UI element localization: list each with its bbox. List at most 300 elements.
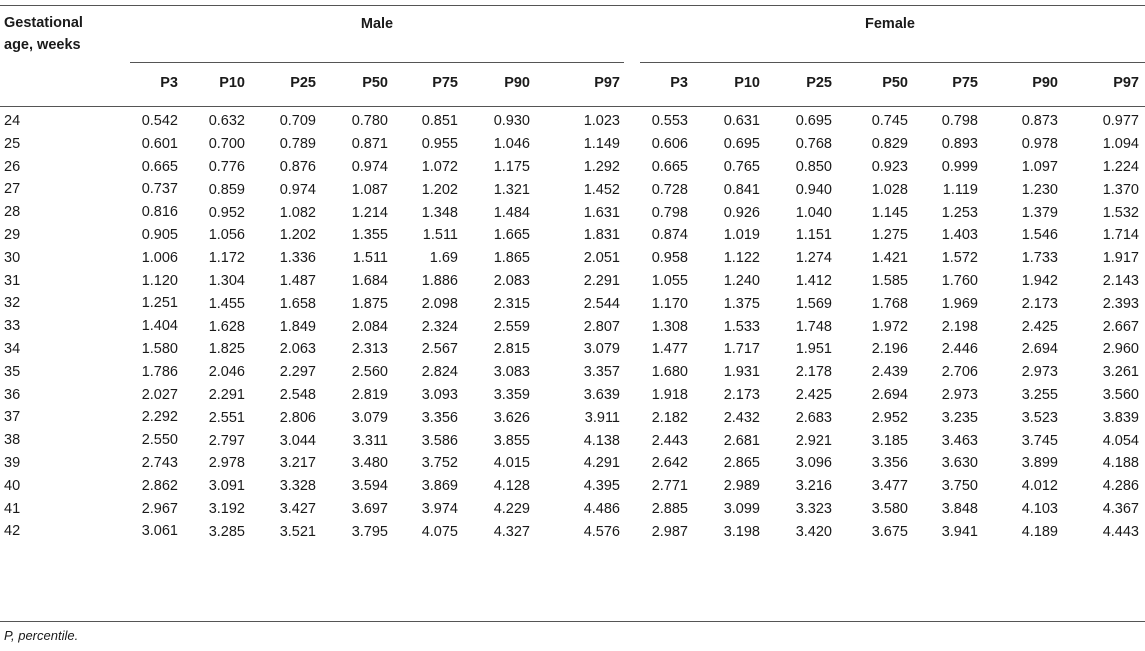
male-value: 1.875 (351, 295, 388, 312)
row-spacer (1139, 475, 1145, 498)
male-value: 0.601 (141, 135, 178, 152)
male-value: 1.082 (279, 204, 316, 221)
female-value: 3.580 (871, 500, 908, 517)
female-percentile-header: P10 (734, 75, 760, 91)
male-value: 0.780 (351, 113, 388, 130)
female-value: 1.917 (1102, 250, 1139, 267)
female-value: 0.873 (1021, 113, 1058, 130)
row-spacer (1139, 384, 1145, 407)
age-value: 37 (4, 409, 21, 426)
male-value: 2.324 (421, 318, 458, 335)
female-value: 3.899 (1021, 455, 1058, 472)
table-row (0, 178, 1145, 201)
female-value: 1.274 (795, 250, 832, 267)
male-group-header: Male (360, 16, 394, 32)
female-value: 1.931 (723, 364, 760, 381)
female-value: 1.585 (871, 272, 908, 289)
table-row (0, 270, 1145, 293)
female-percentile-header: P90 (1032, 75, 1058, 91)
male-value: 2.807 (583, 318, 620, 335)
female-value: 1.170 (651, 295, 688, 312)
table-row (0, 110, 1145, 133)
female-value: 2.173 (723, 386, 760, 403)
age-header-line1: Gestational (4, 15, 83, 31)
female-value: 1.151 (795, 227, 832, 244)
age-value: 29 (4, 226, 21, 243)
male-value: 3.357 (583, 364, 620, 381)
female-value: 2.143 (1102, 272, 1139, 289)
female-value: 1.370 (1102, 181, 1139, 198)
female-value: 3.745 (1021, 432, 1058, 449)
male-value: 3.091 (208, 478, 245, 495)
age-value: 27 (4, 181, 21, 198)
female-value: 2.694 (871, 386, 908, 403)
female-value: 2.432 (723, 409, 760, 426)
male-value: 1.404 (141, 318, 178, 335)
female-percentile-header: P75 (952, 75, 978, 91)
female-value: 1.097 (1021, 158, 1058, 175)
female-value: 3.560 (1102, 386, 1139, 403)
female-value: 2.393 (1102, 295, 1139, 312)
male-value: 0.905 (141, 226, 178, 243)
table-row (0, 384, 1145, 407)
age-cell (0, 156, 178, 179)
female-value: 2.446 (941, 341, 978, 358)
male-value: 1.69 (429, 250, 458, 267)
table-row (0, 292, 1145, 315)
table-row (0, 361, 1145, 384)
male-percentile-header: P97 (594, 75, 620, 91)
male-value: 0.876 (279, 158, 316, 175)
male-percentile-header: P10 (219, 75, 245, 91)
female-value: 3.096 (795, 455, 832, 472)
row-spacer (1139, 520, 1145, 543)
male-value: 3.869 (421, 478, 458, 495)
female-value: 1.680 (651, 364, 688, 381)
table-row (0, 133, 1145, 156)
age-cell (0, 270, 178, 293)
table-row (0, 224, 1145, 247)
female-value: 4.189 (1021, 523, 1058, 540)
male-value: 2.559 (493, 318, 530, 335)
female-value: 2.178 (795, 364, 832, 381)
male-value: 1.355 (351, 227, 388, 244)
male-value: 2.315 (493, 295, 530, 312)
row-spacer (1139, 224, 1145, 247)
male-value: 4.138 (583, 432, 620, 449)
female-value: 0.745 (871, 113, 908, 130)
female-value: 0.999 (941, 158, 978, 175)
male-value: 1.684 (351, 272, 388, 289)
female-value: 1.714 (1102, 227, 1139, 244)
male-value: 2.743 (141, 454, 178, 471)
female-value: 3.420 (795, 523, 832, 540)
female-value: 3.941 (941, 523, 978, 540)
female-value: 3.255 (1021, 386, 1058, 403)
age-cell (0, 247, 178, 270)
row-spacer (1139, 338, 1145, 361)
female-value: 2.973 (1021, 364, 1058, 381)
male-value: 2.292 (141, 409, 178, 426)
female-value: 3.750 (941, 478, 978, 495)
male-value: 3.044 (279, 432, 316, 449)
female-value: 1.760 (941, 272, 978, 289)
male-value: 3.594 (351, 478, 388, 495)
age-cell (0, 361, 178, 384)
bottom-rule (0, 621, 1145, 622)
male-value: 3.911 (584, 409, 620, 426)
row-spacer (1139, 156, 1145, 179)
female-value: 2.706 (941, 364, 978, 381)
male-value: 3.061 (141, 523, 178, 540)
table-row (0, 520, 1145, 543)
male-value: 0.737 (141, 181, 178, 198)
male-value: 4.229 (493, 500, 530, 517)
age-cell (0, 201, 178, 224)
female-value: 1.375 (723, 295, 760, 312)
male-value: 3.311 (352, 432, 388, 449)
age-cell (0, 498, 178, 521)
female-value: 1.546 (1021, 227, 1058, 244)
male-percentile-header: P25 (290, 75, 316, 91)
female-value: 2.952 (871, 409, 908, 426)
female-value: 1.224 (1102, 158, 1139, 175)
female-value: 2.425 (795, 386, 832, 403)
female-value: 2.196 (871, 341, 908, 358)
male-value: 4.015 (493, 455, 530, 472)
male-value: 1.087 (351, 181, 388, 198)
male-value: 2.548 (279, 386, 316, 403)
male-value: 2.551 (208, 409, 245, 426)
table-row (0, 498, 1145, 521)
age-cell (0, 429, 178, 452)
male-value: 0.952 (208, 204, 245, 221)
female-value: 3.630 (941, 455, 978, 472)
age-value: 26 (4, 158, 21, 175)
table-row (0, 247, 1145, 270)
female-value: 0.728 (651, 181, 688, 198)
row-spacer (1139, 201, 1145, 224)
female-value: 2.921 (795, 432, 832, 449)
male-value: 0.930 (493, 113, 530, 130)
male-value: 3.083 (493, 364, 530, 381)
male-value: 1.214 (351, 204, 388, 221)
row-spacer (1139, 498, 1145, 521)
female-value: 2.683 (795, 409, 832, 426)
female-value: 1.379 (1021, 204, 1058, 221)
female-value: 3.463 (941, 432, 978, 449)
female-value: 1.942 (1021, 272, 1058, 289)
male-value: 1.336 (279, 250, 316, 267)
age-cell (0, 292, 178, 315)
male-value: 2.084 (351, 318, 388, 335)
male-value: 3.217 (279, 455, 316, 472)
table-row (0, 452, 1145, 475)
male-percentile-header: P3 (160, 75, 178, 91)
female-value: 1.019 (723, 227, 760, 244)
male-value: 1.452 (583, 181, 620, 198)
age-value: 41 (4, 500, 21, 517)
male-value: 3.626 (493, 409, 530, 426)
male-percentile-header: P90 (504, 75, 530, 91)
male-value: 3.192 (208, 500, 245, 517)
male-value: 2.797 (208, 432, 245, 449)
male-value: 1.455 (208, 295, 245, 312)
male-value: 3.480 (351, 455, 388, 472)
female-percentile-header: P25 (806, 75, 832, 91)
row-spacer (1139, 406, 1145, 429)
age-cell (0, 406, 178, 429)
female-value: 2.865 (723, 455, 760, 472)
female-value: 3.477 (871, 478, 908, 495)
male-value: 0.776 (208, 158, 245, 175)
female-value: 0.553 (651, 113, 688, 130)
male-value: 4.291 (583, 455, 620, 472)
table-row (0, 315, 1145, 338)
male-value: 4.327 (493, 523, 530, 540)
male-value: 2.544 (583, 295, 620, 312)
female-value: 2.681 (723, 432, 760, 449)
female-percentile-header: P50 (882, 75, 908, 91)
age-cell (0, 110, 178, 133)
male-value: 3.697 (351, 500, 388, 517)
female-value: 1.533 (723, 318, 760, 335)
male-value: 2.806 (279, 409, 316, 426)
row-spacer (1139, 178, 1145, 201)
female-value: 0.829 (871, 136, 908, 153)
female-value: 4.103 (1021, 500, 1058, 517)
female-value: 1.421 (871, 250, 908, 267)
male-value: 1.511 (422, 227, 458, 244)
female-value: 0.978 (1021, 136, 1058, 153)
male-value: 3.356 (421, 409, 458, 426)
male-value: 1.865 (493, 250, 530, 267)
age-cell (0, 475, 178, 498)
female-value: 0.893 (941, 136, 978, 153)
age-value: 35 (4, 363, 21, 380)
row-spacer (1139, 452, 1145, 475)
age-value: 39 (4, 454, 21, 471)
female-value: 1.951 (795, 341, 832, 358)
male-group-rule (130, 62, 624, 63)
row-spacer (1139, 292, 1145, 315)
male-value: 4.576 (583, 523, 620, 540)
male-value: 1.023 (583, 113, 620, 130)
male-value: 1.628 (208, 318, 245, 335)
male-value: 2.098 (421, 295, 458, 312)
male-value: 2.819 (351, 386, 388, 403)
male-value: 1.886 (421, 272, 458, 289)
age-value: 36 (4, 386, 21, 403)
female-value: 1.572 (941, 250, 978, 267)
age-cell (0, 520, 178, 543)
male-value: 1.825 (208, 341, 245, 358)
female-value: 2.989 (723, 478, 760, 495)
male-value: 0.859 (208, 181, 245, 198)
age-cell (0, 315, 178, 338)
male-value: 1.251 (141, 295, 178, 312)
female-percentile-header: P3 (670, 75, 688, 91)
age-value: 34 (4, 340, 21, 357)
male-value: 3.752 (421, 455, 458, 472)
female-value: 3.185 (871, 432, 908, 449)
male-value: 0.632 (208, 113, 245, 130)
male-value: 0.871 (351, 136, 388, 153)
male-value: 3.079 (583, 341, 620, 358)
male-value: 4.486 (583, 500, 620, 517)
female-value: 1.768 (871, 295, 908, 312)
female-value: 1.412 (795, 272, 832, 289)
female-value: 0.923 (871, 158, 908, 175)
male-value: 3.285 (208, 523, 245, 540)
male-value: 1.831 (583, 227, 620, 244)
top-rule (0, 5, 1145, 6)
male-value: 2.291 (208, 386, 245, 403)
female-value: 0.940 (795, 181, 832, 198)
male-value: 2.550 (141, 432, 178, 449)
male-value: 2.815 (493, 341, 530, 358)
age-value: 28 (4, 204, 21, 221)
female-value: 2.987 (651, 523, 688, 540)
male-value: 4.395 (583, 478, 620, 495)
female-value: 2.960 (1102, 341, 1139, 358)
row-spacer (1139, 429, 1145, 452)
male-value: 2.824 (421, 364, 458, 381)
female-value: 1.275 (871, 227, 908, 244)
age-value: 33 (4, 318, 21, 335)
female-value: 4.054 (1102, 432, 1139, 449)
male-value: 3.427 (279, 500, 316, 517)
age-value: 24 (4, 113, 21, 129)
female-value: 1.040 (795, 204, 832, 221)
female-value: 0.631 (723, 113, 760, 130)
female-value: 2.973 (941, 386, 978, 403)
male-value: 2.083 (493, 272, 530, 289)
table-row (0, 475, 1145, 498)
male-value: 4.075 (421, 523, 458, 540)
female-group-rule (640, 62, 1145, 63)
male-value: 0.789 (279, 136, 316, 153)
female-value: 2.667 (1102, 318, 1139, 335)
male-value: 3.328 (279, 478, 316, 495)
age-cell (0, 384, 178, 407)
female-value: 4.443 (1102, 523, 1139, 540)
male-value: 2.978 (208, 455, 245, 472)
male-value: 0.851 (421, 113, 458, 130)
male-value: 0.700 (208, 136, 245, 153)
male-value: 1.348 (421, 204, 458, 221)
male-value: 1.202 (421, 181, 458, 198)
female-value: 0.874 (651, 227, 688, 244)
table-row (0, 338, 1145, 361)
age-cell (0, 338, 178, 361)
male-value: 0.816 (141, 204, 178, 221)
male-value: 2.046 (208, 364, 245, 381)
female-value: 0.798 (941, 113, 978, 130)
female-value: 0.665 (651, 158, 688, 175)
male-value: 0.974 (279, 181, 316, 198)
table-row (0, 429, 1145, 452)
female-value: 3.216 (795, 478, 832, 495)
female-value: 1.477 (651, 341, 688, 358)
female-value: 1.122 (723, 250, 760, 267)
male-value: 3.586 (421, 432, 458, 449)
female-value: 1.055 (651, 272, 688, 289)
male-value: 2.063 (279, 341, 316, 358)
female-value: 2.771 (651, 478, 688, 495)
male-value: 0.974 (351, 158, 388, 175)
male-value: 1.658 (279, 295, 316, 312)
age-value: 40 (4, 477, 21, 494)
female-value: 1.717 (723, 341, 760, 358)
male-value: 1.056 (208, 227, 245, 244)
age-value: 42 (4, 523, 21, 540)
male-value: 3.079 (351, 409, 388, 426)
male-value: 1.786 (141, 363, 178, 380)
male-value: 1.665 (493, 227, 530, 244)
age-cell (0, 178, 178, 201)
female-value: 0.798 (651, 204, 688, 221)
age-cell (0, 224, 178, 247)
female-value: 0.850 (795, 158, 832, 175)
female-value: 0.606 (651, 136, 688, 153)
male-value: 3.639 (583, 386, 620, 403)
row-spacer (1139, 247, 1145, 270)
male-value: 2.560 (351, 364, 388, 381)
male-value: 2.027 (141, 386, 178, 403)
male-value: 3.795 (351, 523, 388, 540)
male-value: 3.855 (493, 432, 530, 449)
female-value: 0.977 (1102, 113, 1139, 130)
male-value: 3.093 (421, 386, 458, 403)
female-value: 4.367 (1102, 500, 1139, 517)
age-cell (0, 452, 178, 475)
male-value: 1.511 (352, 250, 388, 267)
footnote: P, percentile. (4, 628, 79, 643)
female-value: 3.235 (941, 409, 978, 426)
female-value: 3.839 (1102, 409, 1139, 426)
age-header-line2: age, weeks (4, 37, 81, 53)
male-value: 3.359 (493, 386, 530, 403)
male-value: 1.149 (583, 136, 620, 153)
male-value: 2.967 (141, 500, 178, 517)
female-value: 1.569 (795, 295, 832, 312)
age-value: 31 (4, 272, 21, 289)
female-value: 0.768 (795, 136, 832, 153)
female-value: 0.765 (723, 158, 760, 175)
male-value: 1.202 (279, 227, 316, 244)
table-row (0, 406, 1145, 429)
male-value: 1.046 (493, 136, 530, 153)
male-value: 1.120 (141, 272, 178, 289)
male-value: 1.631 (583, 204, 620, 221)
row-spacer (1139, 315, 1145, 338)
female-value: 3.523 (1021, 409, 1058, 426)
female-value: 1.230 (1021, 181, 1058, 198)
age-value: 32 (4, 295, 21, 312)
female-value: 1.119 (942, 181, 978, 198)
female-value: 4.188 (1102, 455, 1139, 472)
female-value: 2.198 (941, 318, 978, 335)
male-value: 1.292 (583, 158, 620, 175)
male-percentile-header: P75 (432, 75, 458, 91)
data-table (0, 110, 1145, 543)
row-spacer (1139, 133, 1145, 156)
male-value: 1.072 (421, 158, 458, 175)
female-value: 1.308 (651, 318, 688, 335)
age-value: 38 (4, 432, 21, 449)
male-value: 1.304 (208, 272, 245, 289)
